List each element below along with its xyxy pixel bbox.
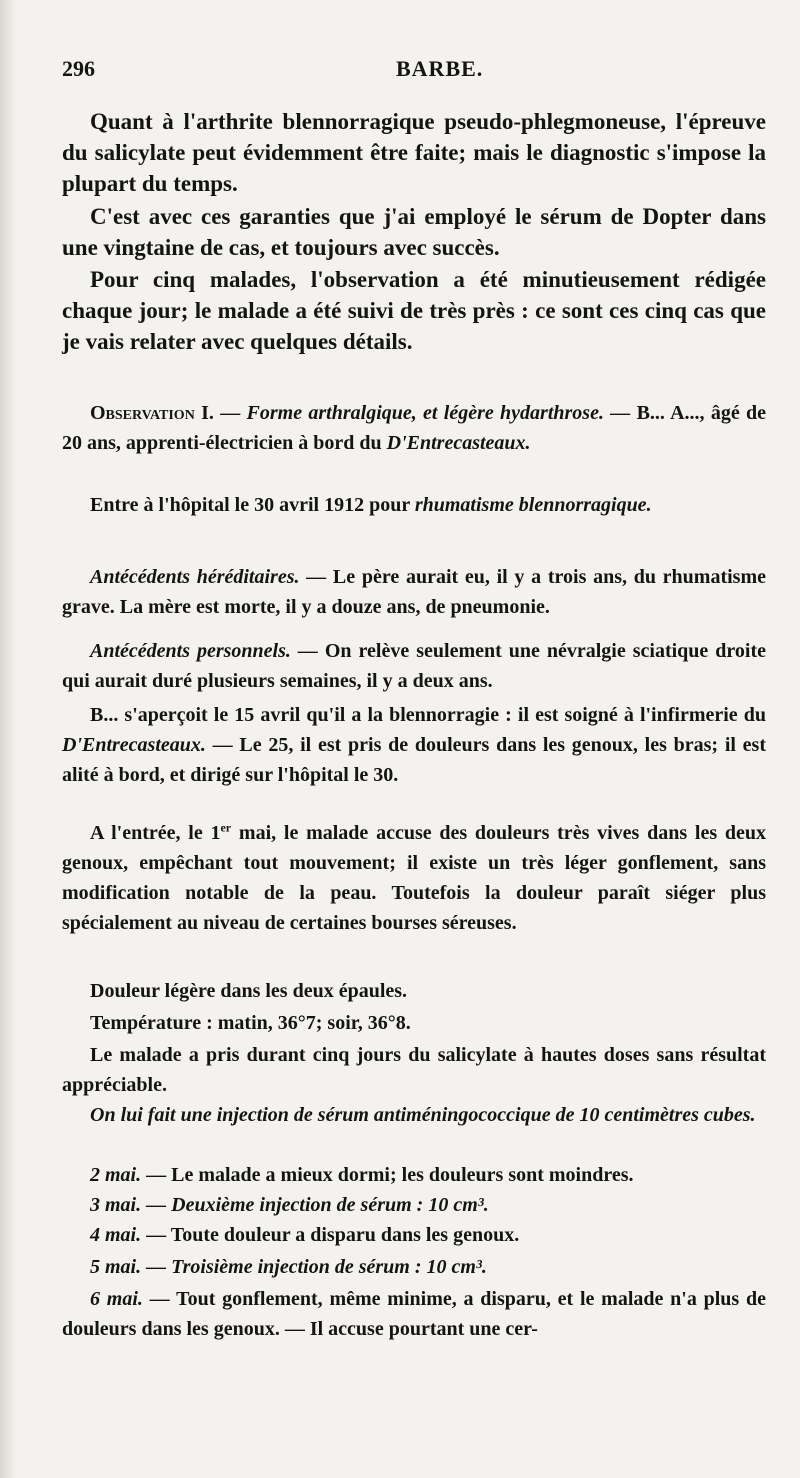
observation-label: Observation [90, 402, 195, 424]
day-entry-6-mai [62, 1284, 766, 1344]
day-entry-3-mai [62, 1190, 766, 1220]
hereditary-label: Antécédents héréditaires. — [90, 566, 327, 588]
history-ship: D'Entrecasteaux. [62, 734, 206, 756]
entry-diagnosis: rhumatisme blennorragique. [414, 494, 652, 516]
paragraph-dopter-serum: C'est avec ces garanties que j'ai employé le sérum de Dopter dans une vingtaine de cas, et toujours avec succès. [62, 204, 766, 260]
paragraph-history [62, 700, 766, 790]
day-entry-5-mai [62, 1252, 766, 1282]
day-text: — Tout gonflement, même minime, a disparu, et le malade n'a plus de douleurs dans les genoux. — Il accuse pourtant une cer- [62, 1288, 766, 1340]
personal-label: Antécédents personnels. — [90, 640, 318, 662]
day-text: — Troisième injection de sérum : 10 cm³. [146, 1256, 487, 1278]
paragraph-salicylate: Le malade a pris durant cinq jours du salicylate à hautes doses sans résultat appréciable. [62, 1044, 766, 1096]
admission-text-a: A l'entrée, le 1 [90, 822, 221, 844]
page-header [62, 56, 762, 88]
ship-name: D'Entrecasteaux. [386, 432, 531, 454]
paragraph-five-cases: Pour cinq malades, l'observation a été minutieusement rédigée chaque jour; le malade a été suivi de très près : ce sont ces cinq cas que je vais relater avec quelques détails. [62, 267, 766, 354]
day-text: — Deuxième injection de sérum : 10 cm³. [146, 1194, 489, 1216]
history-text-b: — Le 25, il est pris de douleurs dans les genoux, les bras; il est alité à bord, et dirigé sur l'hôpital le 30. [62, 734, 766, 786]
page-gutter-shadow [0, 0, 16, 1478]
observation-number: I. — [201, 402, 241, 424]
day-entry-2-mai [62, 1160, 766, 1190]
day-date: 6 mai. [90, 1288, 143, 1310]
observation-title: Forme arthralgique, et légère hydarthrose. — [246, 402, 631, 424]
paragraph-admission [62, 818, 766, 938]
paragraph-temperature: Température : matin, 36°7; soir, 36°8. [90, 1012, 411, 1034]
page-number: 296 [62, 56, 95, 81]
paragraph-hereditary [62, 562, 766, 622]
entry-text: Entre à l'hôpital le 30 avril 1912 pour [90, 494, 410, 516]
personal-text: On relève seulement une névralgie sciatique droite qui aurait duré plusieurs semaines, il y a deux ans. [62, 640, 767, 692]
paragraph-personal [62, 636, 766, 696]
day-date: 3 mai. [90, 1194, 142, 1216]
paragraph-injection: On lui fait une injection de sérum antiméningococcique de 10 centimètres cubes. [90, 1104, 756, 1126]
day-date: 5 mai. [90, 1256, 142, 1278]
paragraph-shoulders: Douleur légère dans les deux épaules. [90, 980, 408, 1002]
paragraph-entry [62, 490, 766, 520]
day-text: — Toute douleur a disparu dans les genoux. [146, 1224, 520, 1246]
hereditary-text: Le père aurait eu, il y a trois ans, du rhumatisme grave. La mère est morte, il y a douze ans, de pneumonie. [62, 566, 767, 618]
day-entry-4-mai [62, 1220, 766, 1250]
running-title: BARBE. [396, 56, 484, 81]
day-date: 4 mai. [90, 1224, 142, 1246]
patient-details: B... A..., âgé de 20 ans, apprenti-électricien à bord du [62, 402, 767, 454]
observation-heading [62, 398, 766, 458]
day-text: — Le malade a mieux dormi; les douleurs sont moindres. [146, 1164, 634, 1186]
history-text-a: B... s'aperçoit le 15 avril qu'il a la blennorragie : il est soigné à l'infirmerie du [90, 704, 766, 726]
admission-text-b: mai, le malade accuse des douleurs très vives dans les deux genoux, empêchant tout mouvement; il existe un très léger gonflement, sans modification notable de la peau. Toutefois la douleur paraît siéger plus spécialement au niveau de certaines bourses séreuses. [62, 822, 766, 934]
paragraph-arthritis: Quant à l'arthrite blennorragique pseudo-phlegmoneuse, l'épreuve du salicylate peut évidemment être faite; mais le diagnostic s'impose la plupart du temps. [62, 109, 766, 196]
day-date: 2 mai. [90, 1164, 142, 1186]
admission-superscript: er [220, 820, 232, 835]
